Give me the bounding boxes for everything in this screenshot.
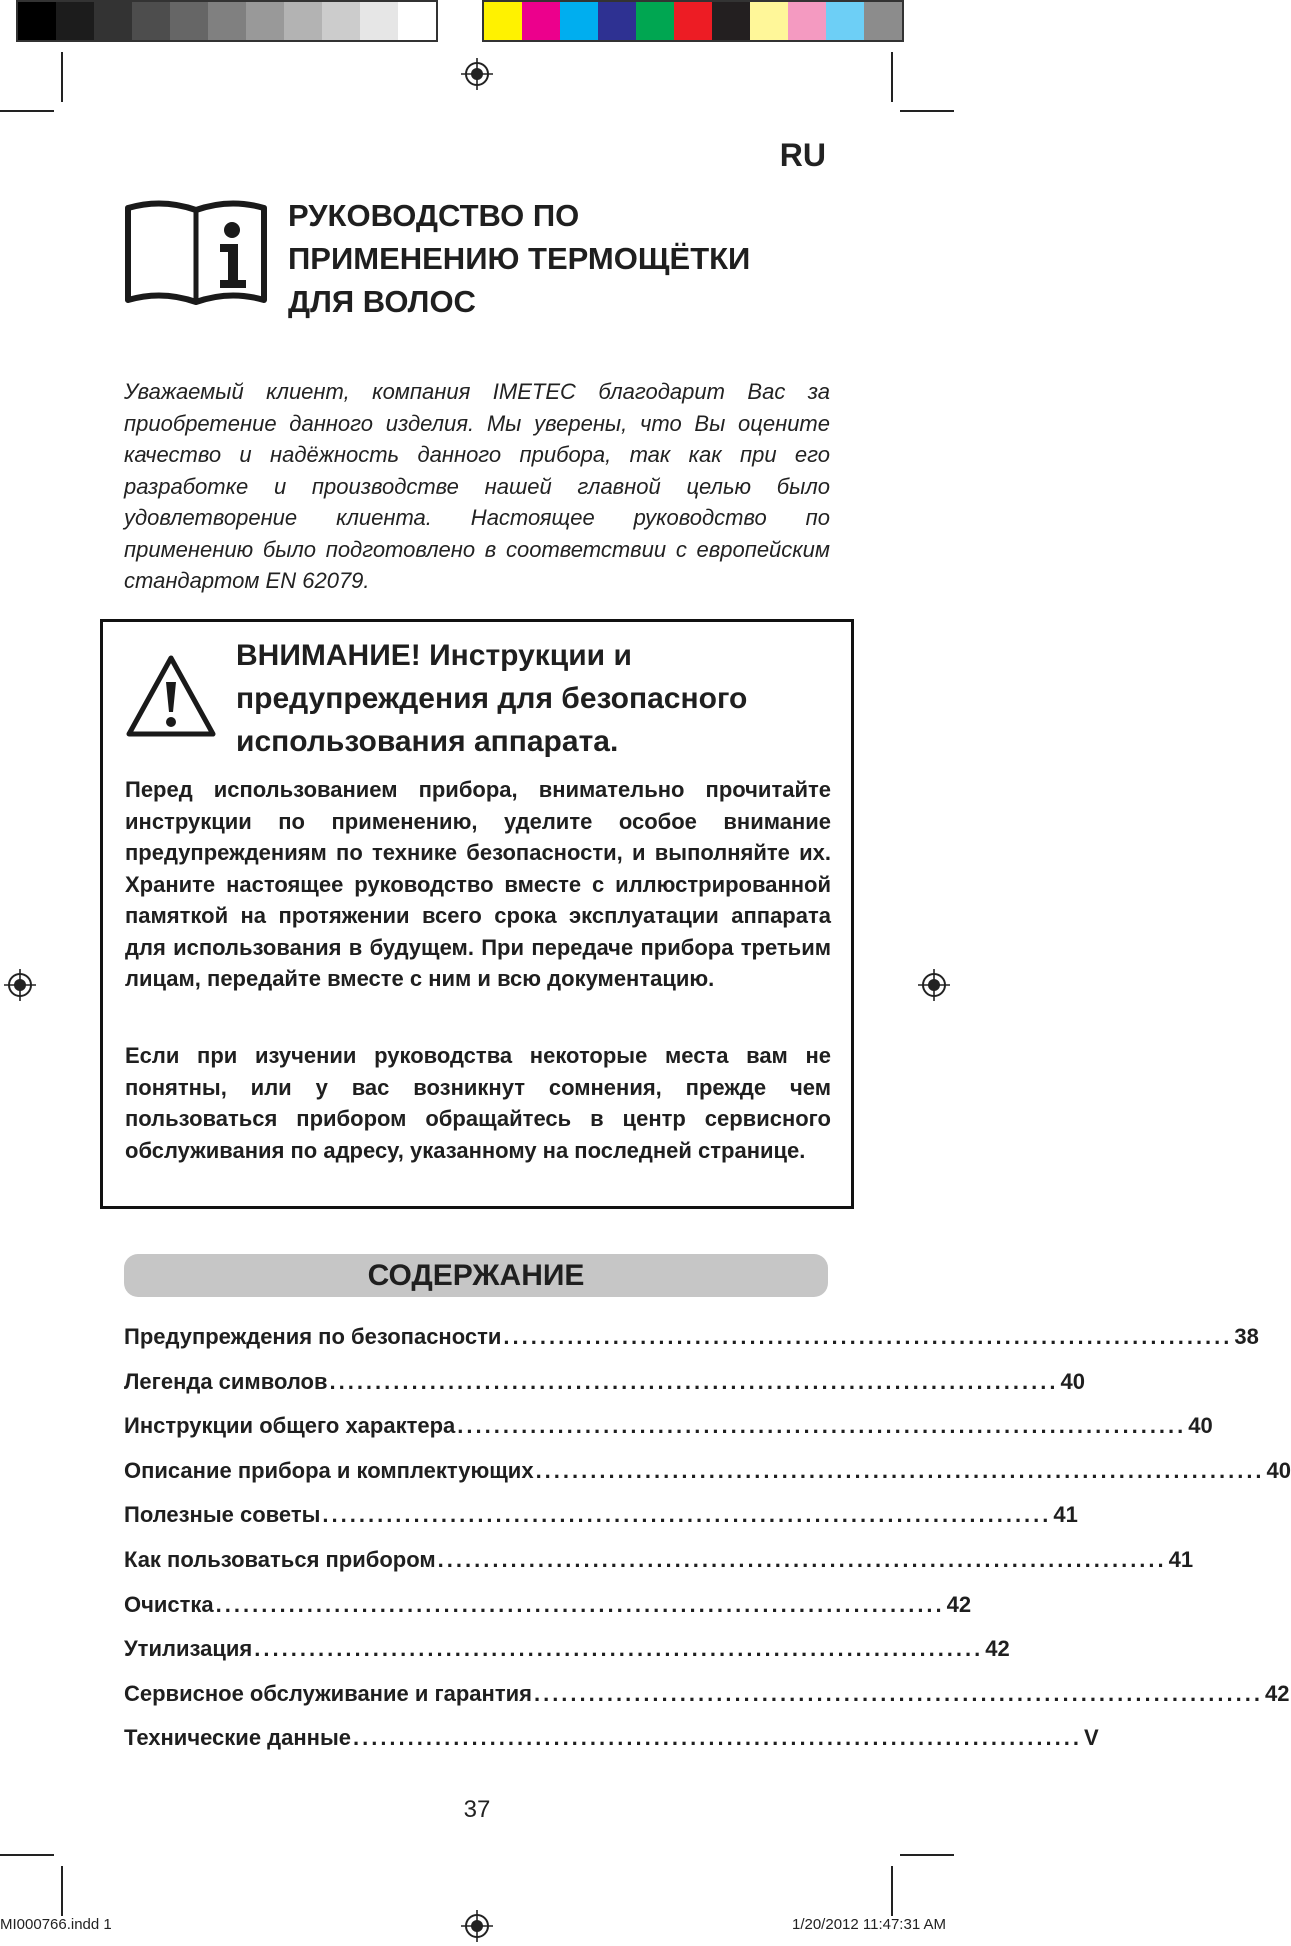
color-swatch — [246, 2, 284, 40]
toc-entry-page: V — [1083, 1725, 1099, 1751]
toc-dot-leader: ................................................................................ — [352, 1725, 1082, 1751]
crop-mark — [0, 110, 54, 112]
toc-entry-label: Описание прибора и комплектующих — [124, 1457, 534, 1483]
crop-mark — [891, 52, 893, 102]
color-swatch — [484, 2, 522, 40]
registration-mark-icon — [461, 1910, 493, 1942]
toc-entry — [124, 1324, 1259, 1369]
toc-entry-page: 40 — [1060, 1368, 1085, 1394]
color-swatch — [322, 2, 360, 40]
title-line: РУКОВОДСТВО ПО — [288, 198, 580, 233]
toc-dot-leader: ................................................................................ — [457, 1413, 1187, 1439]
toc-entry-page: 40 — [1266, 1457, 1291, 1483]
warning-paragraph: Перед использованием прибора, внимательно прочитайте инструкции по применению, уделите особое внимание предупреждениям по технике безопасности, и выполняйте их. Храните настоящее руководство вместе с иллюстрированной памяткой на протяжении всего срока эксплуатации аппарата для использования в будущем. При передаче прибора третьим лицам, передайте вместе с ним и всю документацию. — [125, 777, 831, 991]
color-swatch — [864, 2, 902, 40]
color-swatch — [208, 2, 246, 40]
toc-entry-label: Полезные советы — [124, 1502, 321, 1528]
toc-entry — [124, 1636, 1010, 1681]
crop-mark — [61, 1866, 63, 1916]
toc-entry-label: Сервисное обслуживание и гарантия — [124, 1680, 532, 1706]
color-swatch — [170, 2, 208, 40]
toc-entry-label: Утилизация — [124, 1636, 253, 1662]
toc-entry — [124, 1546, 1194, 1592]
warning-paragraph: Если при изучении руководства некоторые места вам не понятны, или у вас возникнут сомнения, прежде чем пользоваться прибором обращайтесь в центр сервисного обслуживания по адресу, указанному на последней странице. — [125, 1043, 831, 1163]
toc-entry — [124, 1725, 1099, 1770]
toc-entry-label: Как пользоваться прибором — [124, 1546, 436, 1572]
color-swatch — [636, 2, 674, 40]
toc-dot-leader: ................................................................................ — [503, 1324, 1233, 1349]
toc-entry-page: 40 — [1188, 1413, 1213, 1439]
toc-entry-label: Легенда символов — [124, 1368, 328, 1394]
color-swatch — [522, 2, 560, 40]
color-swatch — [674, 2, 712, 40]
crop-mark — [0, 1854, 54, 1856]
toc-dot-leader: ................................................................................ — [254, 1636, 984, 1662]
toc-dot-leader: ................................................................................ — [437, 1546, 1167, 1572]
toc-dot-leader: ................................................................................ — [322, 1502, 1052, 1528]
toc-entry-label: Инструкции общего характера — [124, 1413, 456, 1439]
toc-entry — [124, 1502, 1078, 1547]
toc-entry — [124, 1413, 1213, 1458]
toc-entry-page: 42 — [1264, 1680, 1290, 1706]
crop-mark — [900, 1854, 954, 1856]
color-swatch — [398, 2, 436, 40]
toc-entry-label: Предупреждения по безопасности — [124, 1324, 502, 1349]
page-title — [288, 194, 750, 323]
toc-entry-page: 41 — [1053, 1502, 1078, 1528]
toc-dot-leader: ................................................................................ — [533, 1680, 1263, 1706]
color-swatch — [826, 2, 864, 40]
color-swatch — [750, 2, 788, 40]
intro-paragraph: Уважаемый клиент, компания IMETEC благодарит Вас за приобретение данного изделия. Мы уверены, что Вы оцените качество и надёжность данного прибора, так как при его разработке и производстве нашей главной целью было удовлетворение клиента. Настоящее руководство по применению было подготовлено в соответствии с европейским стандартом EN 62079. — [124, 379, 830, 593]
toc-entry — [124, 1680, 1290, 1726]
toc-entry-page: 41 — [1168, 1546, 1194, 1572]
info-manual-icon — [124, 196, 270, 308]
color-swatch — [712, 2, 750, 40]
manual-title-block — [124, 196, 750, 323]
crop-mark — [900, 110, 954, 112]
color-swatch — [56, 2, 94, 40]
color-calibration-bar — [482, 0, 904, 42]
color-swatch — [94, 2, 132, 40]
registration-mark-icon — [461, 58, 493, 90]
toc-entry-label: Технические данные — [124, 1725, 351, 1751]
gray-calibration-bar — [16, 0, 438, 42]
crop-mark — [61, 52, 63, 102]
warning-box — [100, 619, 854, 1209]
toc-entry — [124, 1368, 1085, 1414]
registration-mark-icon — [918, 969, 950, 1001]
page-number: 37 — [463, 1796, 491, 1823]
title-line: ПРИМЕНЕНИЮ ТЕРМОЩЁТКИ — [288, 241, 751, 276]
file-slug: MI000766.indd 1 — [0, 1916, 112, 1933]
color-swatch — [284, 2, 322, 40]
title-line: ДЛЯ ВОЛОС — [288, 284, 476, 319]
crop-mark — [891, 1866, 893, 1916]
toc-entry-page: 38 — [1234, 1324, 1259, 1349]
toc-entry — [124, 1591, 972, 1637]
color-swatch — [360, 2, 398, 40]
toc-entry-label: Очистка — [124, 1591, 214, 1617]
toc-dot-leader: ................................................................................ — [535, 1457, 1265, 1483]
toc-entry-page: 42 — [985, 1636, 1010, 1662]
warning-heading: ВНИМАНИЕ! Инструкции и предупреждения для безопасного использования аппарата. — [236, 639, 748, 758]
warning-triangle-icon — [123, 652, 219, 740]
toc-entry-page: 42 — [946, 1591, 972, 1617]
color-swatch — [598, 2, 636, 40]
date-slug: 1/20/2012 11:47:31 AM — [791, 1916, 946, 1933]
color-swatch — [788, 2, 826, 40]
table-of-contents — [124, 1324, 1291, 1770]
language-code: RU — [779, 137, 826, 173]
toc-entry — [124, 1457, 1291, 1503]
color-swatch — [132, 2, 170, 40]
color-swatch — [560, 2, 598, 40]
toc-dot-leader: ................................................................................ — [215, 1591, 945, 1617]
color-swatch — [18, 2, 56, 40]
registration-mark-icon — [4, 969, 36, 1001]
toc-title: СОДЕРЖАНИЕ — [124, 1254, 828, 1297]
toc-dot-leader: ................................................................................ — [329, 1368, 1059, 1394]
